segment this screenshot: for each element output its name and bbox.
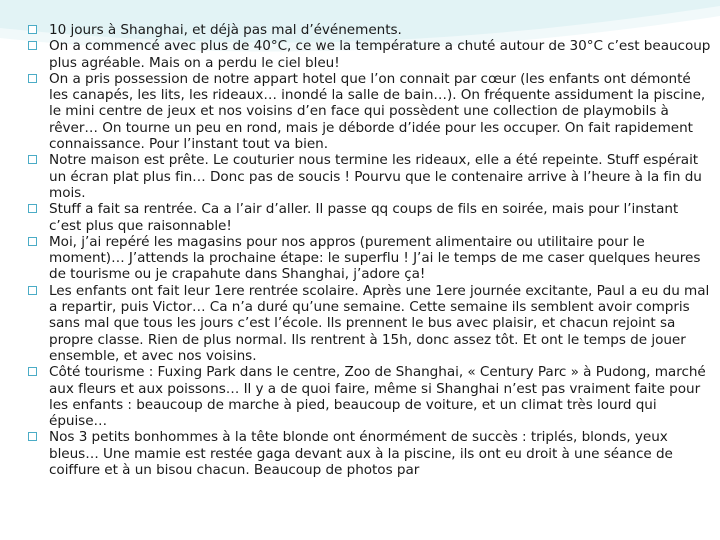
- bullet-item: [0, 152, 716, 201]
- square-outline-icon: [28, 25, 37, 34]
- square-outline-icon: [28, 41, 37, 50]
- bullet-item: [0, 71, 716, 152]
- bullet-item: [0, 283, 716, 364]
- bullet-list: [0, 22, 716, 478]
- square-outline-icon: [28, 286, 37, 295]
- bullet-text: Côté tourisme : Fuxing Park dans le centre, Zoo de Shanghai, « Century Parc » à Pudong, marché aux fleurs et aux poissons… Il y a de quoi faire, même si Shanghai n’est pas vraiment faite pour les enfants : beaucoup de marche à pied, beaucoup de voiture, et un climat très lourd qui épuise…: [49, 364, 706, 430]
- bullet-text: On a commencé avec plus de 40°C, ce we la température a chuté autour de 30°C c’est beaucoup plus agréable. Mais on a perdu le ciel bleu!: [49, 38, 711, 71]
- square-outline-icon: [28, 204, 37, 213]
- square-outline-icon: [28, 74, 37, 83]
- bullet-item: [0, 234, 716, 283]
- bullet-text: Les enfants ont fait leur 1ere rentrée scolaire. Après une 1ere journée excitante, Paul a eu du mal a repartir, puis Victor… Ca n’a duré qu’une semaine. Cette semaine ils semblent avoir compris sans mal que tous les jours c’est l’école. Ils prennent le bus avec plaisir, et chacun rejoint sa propre classe. Rien de plus normal. Ils rentrent à 15h, donc assez tôt. Et ont le temps de jouer ensemble, et avec nos voisins.: [49, 282, 710, 364]
- bullet-text: On a pris possession de notre appart hotel que l’on connait par cœur (les enfants ont démonté les canapés, les lits, les rideaux… inondé la salle de bain…). On fréquente assidument la piscine, le mini centre de jeux et nos voisins d’en face qui possèdent une collection de playmobils à rêver… On tourne un peu en rond, mais je déborde d’idée pour les occuper. On fait rapidement connaissance. Pour l’instant tout va bien.: [49, 70, 706, 153]
- bullet-item: [0, 38, 716, 71]
- slide-body: [0, 22, 716, 478]
- bullet-item: [0, 22, 716, 38]
- bullet-item: [0, 201, 716, 234]
- bullet-text: Stuff a fait sa rentrée. Ca a l’air d’aller. Il passe qq coups de fils en soirée, mais pour l’instant c’est plus que raisonnable!: [49, 201, 679, 234]
- square-outline-icon: [28, 367, 37, 376]
- square-outline-icon: [28, 155, 37, 164]
- bullet-text: Notre maison est prête. Le couturier nous termine les rideaux, elle a été repeinte. Stuff espérait un écran plat plus fin… Donc pas de soucis ! Pourvu que le contenaire arrive à l’heure à la fin du mois.: [49, 152, 702, 201]
- square-outline-icon: [28, 237, 37, 246]
- square-outline-icon: [28, 432, 37, 441]
- bullet-text: Moi, j’ai repéré les magasins pour nos appros (purement alimentaire ou utilitaire pour le moment)… J’attends la prochaine étape: le superflu ! J’ai le temps de me caser quelques heures de tourisme ou je crapahute dans Shanghai, j’adore ça!: [49, 233, 701, 283]
- bullet-item: [0, 364, 716, 429]
- bullet-text: Nos 3 petits bonhommes à la tête blonde ont énormément de succès : triplés, blonds, yeux bleus… Une mamie est restée gaga devant aux à la piscine, ils ont eu droit à une séance de coiffure et à un bisou chacun. Beaucoup de photos par: [49, 429, 673, 479]
- bullet-item: [0, 429, 716, 478]
- bullet-text: 10 jours à Shanghai, et déjà pas mal d’événements.: [49, 22, 402, 38]
